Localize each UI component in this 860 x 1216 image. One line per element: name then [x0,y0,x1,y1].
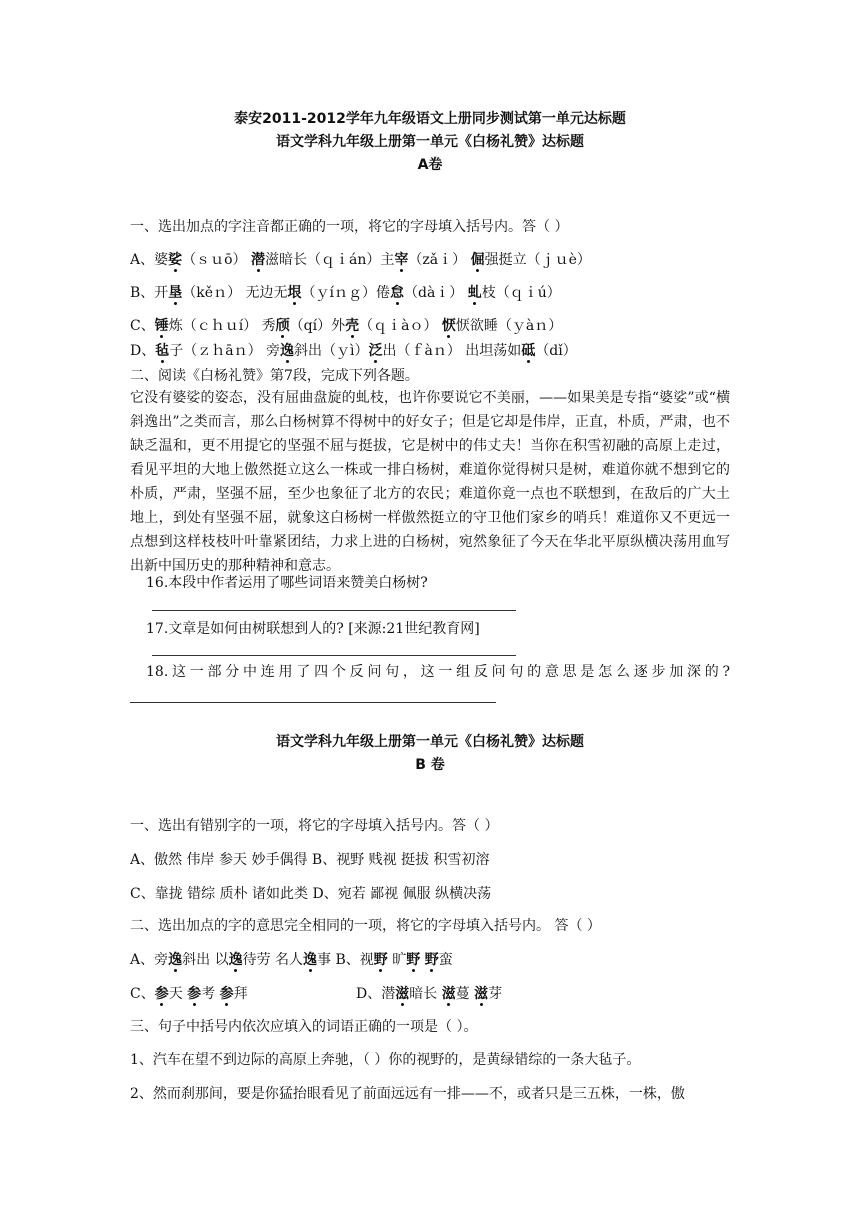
option-b2-d: D、潜滋暗长 滋蔓 滋芽 [356,986,503,1002]
option-b2-c: C、参天 参考 参拜 [130,986,248,1002]
answer-line-18 [130,702,496,703]
question-16: 16.本段中作者运用了哪些词语来赞美白杨树? [146,575,428,591]
answer-line-16 [152,610,516,611]
option-a1-a: A、婆娑（ｓｕō） 潜滋暗长（ｑｉán）主宰（zǎｉ） 倔强挺立（ｊｕè） [130,252,591,268]
option-a1-d: D、毡子（ｚｈāｎ） 旁逸斜出（ｙì）泛出（ｆàｎ） 出坦荡如砥（dǐ） [130,343,577,359]
option-a1-b: B、开垦（kěｎ） 无边无垠（ｙíｎｇ）倦怠（dàｉ） 虬枝（ｑｉú） [130,285,561,301]
document-subtitle: 语文学科九年级上册第一单元《白杨礼赞》达标题 [276,134,584,150]
question-a1: 一、选出加点的字注音都正确的一项，将它的字母填入括号内。答（ ） [130,219,569,235]
section-b-label: B 卷 [415,757,445,773]
document-title: 泰安2011-2012学年九年级语文上册同步测试第一单元达标题 [234,111,626,127]
option-a1-c: C、锤炼（ｃｈｕí） 秀颀（qí）外壳（ｑｉàｏ） 恹恹欲睡（ｙàｎ） [130,318,563,334]
question-b2: 二、选出加点的字的意思完全相同的一项，将它的字母填入括号内。 答（ ） [130,918,601,934]
section-a-label: A卷 [417,157,443,173]
question-b1: 一、选出有错别字的一项，将它的字母填入括号内。答（ ） [130,818,499,834]
question-b3: 三、句子中括号内依次应填入的词语正确的一项是（ ）。 [130,1019,478,1035]
reading-passage: 它没有婆娑的姿态，没有屈曲盘旋的虬枝，也许你要说它不美丽，——如果美是专指“婆娑”或“横斜逸出”之类而言，那么白杨树算不得树中的好女子；但是它却是伟岸，正直，朴质，严肃，也不缺乏温和，更不用提它的坚强不屈与挺拔，它是树中的伟丈夫！当你在积雪初融的高原上走过，看见平坦的大地上傲然挺立这么一株或一排白杨树，难道你觉得树只是树，难道你就不想到它的朴质，严肃，坚强不屈，至少也象征了北方的农民；难道你竟一点也不联想到，在敌后的广大土地上，到处有坚强不屈，就象这白杨树一样傲然挺立的守卫他们家乡的哨兵！难道你又不更远一点想到这样枝枝叶叶靠紧团结，力求上进的白杨树，宛然象征了今天在华北平原纵横决荡用血写出新中国历史的那种精神和意志。 [130,390,730,574]
question-18: 18.这一部分中连用了四个反问句，这一组反问句的意思是怎么逐步加深的? [146,664,730,680]
sentence-b3-1: 1、汽车在望不到边际的高原上奔驰，（ ）你的视野的，是黄绿错综的一条大毡子。 [130,1052,641,1068]
option-b1-cd: C、靠拢 错综 质朴 诸如此类 D、宛若 鄙视 佩服 纵横决荡 [130,886,492,902]
sentence-b3-2: 2、然而刹那间，要是你猛抬眼看见了前面远远有一排——不，或者只是三五株，一株，傲 [130,1086,685,1102]
section-b-title: 语文学科九年级上册第一单元《白杨礼赞》达标题 [276,734,584,750]
option-b1-ab: A、傲然 伟岸 参天 妙手偶得 B、视野 贱视 挺拔 积雪初溶 [130,852,490,868]
question-a2: 二、阅读《白杨礼赞》第7段，完成下列各题。 [130,368,419,384]
question-17: 17.文章是如何由树联想到人的? [来源:21世纪教育网] [146,621,480,637]
answer-line-17 [152,655,516,656]
option-b2-ab: A、旁逸斜出 以逸待劳 名人逸事 B、视野 旷野 野蛮 [130,952,453,968]
